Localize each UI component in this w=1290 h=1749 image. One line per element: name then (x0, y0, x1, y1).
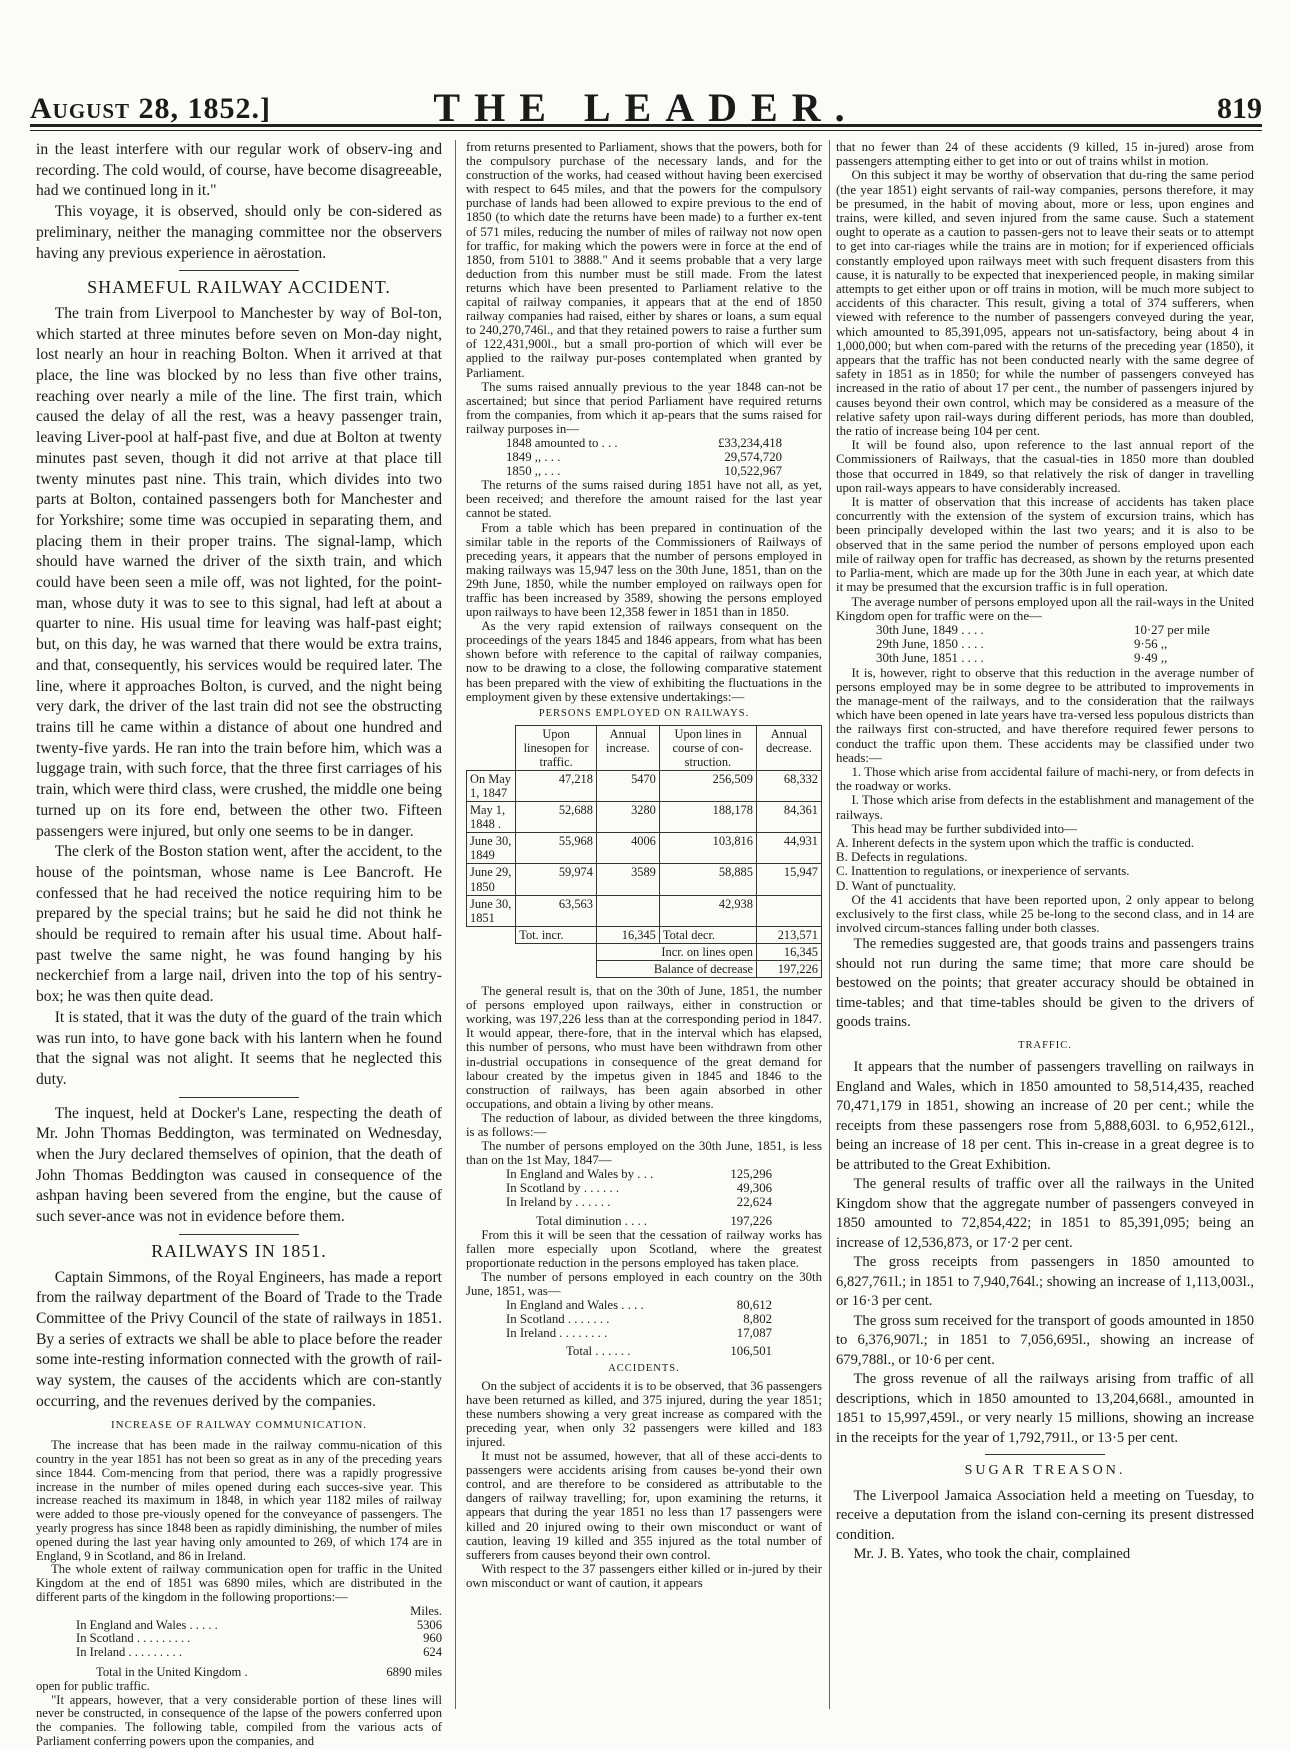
table-total-row: Tot. incr. 16,345 Total decr. 213,571 (467, 926, 822, 943)
paragraph: This voyage, it is observed, should only be con-sidered as preliminary, neither the managing committee nor the observers having any previous experience in aërostation. (36, 203, 442, 262)
paragraph: Of the 41 accidents that have been reported upon, 2 only appear to belong exclusively to the first class, while 25 be-long to the second class, and in 14 are involved circum-stances falling under both classes. (836, 892, 1254, 936)
paragraph: The average number of persons employed upon all the rail-ways in the United Kingdom open for traffic were on the— (836, 594, 1254, 623)
paragraph: It must not be assumed, however, that all of these acci-dents to passengers were accidents arising from causes be-yond their own control, and are therefore to be considered as attributable to the dangers of railway travelling; for, upon examining the returns, it appears that during the year 1851 no less than 17 passengers were killed and 20 injured owing to their own misconduct or want of caution, leaving 19 killed and 355 injured as the total number of sufferers from causes beyond their own control. (466, 1449, 822, 1562)
column-header: Annual decrease. (756, 725, 821, 770)
list-item: C. Inattention to regulations, or inexperience of servants. (836, 864, 1130, 879)
stat-row: 30th June, 1851 . . . . 9·49 ,, (876, 651, 1168, 666)
paragraph: It appears that the number of passengers travelling on railways in England and Wales, which in 1850 amounted to 58,514,435, reached 70,471,179 in 1851, showing an increase of 20 per cent.; while the receipts from these passengers rose from 5,888,603l. to 6,952,612l., being an increase of 18 per cent. This in-crease in a great degree is to be attributed to the Great Exhibition. (836, 1059, 1254, 1173)
paragraph: The remedies suggested are, that goods trains and passengers trains should not run during the same time; that more care should be bestowed on the points; that greater accuracy should be obtained in time-tables; and that time-tables should be given to the drivers of goods trains. (836, 936, 1254, 1031)
paragraph: On this subject it may be worthy of observation that du-ring the same period (the year 1851) eight servants of rail-way companies, persons therefore, it may be presumed, in the habit of moving about, more or less, upon engines and trains, were killed, and seven injured from the same cause. Such a statement ought to operate as a caution to passen-gers not to leave their seats or to attempt to get into car-riages while the trains are in motion; for if experienced officials constantly employed upon railways meet with such frequent disasters from this cause, it is naturally to be expected that inexperienced people, in making similar attempts to get either upon or off trains in motion, will be much more subject to accidents of this character. This result, giving a total of 374 sufferers, when viewed with reference to the number of passengers conveyed during the year, which amounted to 85,391,095, appears not un-satisfactory, being about 4 in 1,000,000; but when com-pared with the returns of the preceding year (1850), it appears that the traffic has not been conducted nearly with the same degree of safety in 1851 as in 1850; for while the number of passengers conveyed has increased in the ratio of about 17 per cent., the number of passengers injured by causes beyond their own control, which may be considered as a measure of the relative safety upon rail-ways during different periods, has more than doubled, the ratio of increase being 104 per cent. (836, 168, 1254, 439)
table-total-row: Incr. on lines open 16,345 (467, 943, 822, 960)
stat-row: In England and Wales by . . . 125,296 (506, 1167, 772, 1182)
table-total-row: Balance of decrease 197,226 (467, 960, 822, 977)
table-title: PERSONS EMPLOYED ON RAILWAYS. (538, 707, 750, 719)
page-number: 819 (1217, 92, 1262, 125)
stat-header: Miles. (410, 1603, 442, 1618)
column-header: Upon linesopen for traffic. (516, 725, 597, 770)
divider (179, 270, 299, 271)
list-item: This head may be further subdivided into— (851, 821, 1078, 836)
stat-row: In Ireland by . . . . . . 22,624 (506, 1195, 772, 1210)
stat-row: 30th June, 1849 . . . . 10·27 per mile (876, 622, 1210, 637)
column-header: Annual increase. (596, 725, 659, 770)
column-3 (836, 140, 1254, 1709)
masthead-rule (30, 124, 1262, 127)
stat-row: 1850 ,, . . . 10,522,967 (506, 464, 782, 479)
paragraph: The whole extent of railway communication open for traffic in the United Kingdom at the end of 1851 was 6890 miles, which are distributed in the different parts of the kingdom in the following proportions:— (36, 1562, 442, 1604)
paragraph: The returns of the sums raised during 1851 have not all, as yet, been received; and therefore the amount raised for the last year cannot be stated. (466, 478, 822, 521)
divider (985, 1454, 1105, 1455)
subheading: ACCIDENTS. (608, 1362, 680, 1374)
paragraph: from returns presented to Parliament, shows that the powers, both for the compulsory purchase of the necessary lands, and for the construction of the works, had ceased without having been exercised with respect to 645 miles, and that the powers for the compulsory purchase of lands had been allowed to expire previous to the end of 1850 (to which date the returns have been made) to a further ex-tent of 571 miles, reducing the number of miles of railway not now open for traffic, for making which the powers were in force at the end of 1850, from 5101 to 3888." And it seems probable that a very large deduction from this number must be still made. From the latest returns which have been presented to Parliament relative to the capital of railway companies, it appears that at the end of 1850 railway companies had raised, either by shares or loans, a sum equal to 240,270,746l., and that they retained powers to raise a further sum of 122,431,900l., but a small pro-portion of which will ever be applied to the railway pur-poses contemplated when granted by Parliament. (466, 140, 822, 380)
table-row: May 1, 1848 . 52,688 3280 188,178 84,361 (467, 802, 822, 833)
column-1 (36, 140, 442, 1748)
list-item: I. Those which arise from defects in the establishment and management of the railways. (836, 793, 1254, 822)
table-row: June 30, 1849 55,968 4006 103,816 44,931 (467, 833, 822, 864)
paragraph: The gross receipts from passengers in 1850 amounted to 6,827,761l.; in 1851 to 7,940,764l.; showing an increase of 1,113,003l., or 16·3 per cent. (836, 1254, 1254, 1310)
article-heading: SUGAR TREASON. (964, 1463, 1126, 1479)
paragraph: The gross sum received for the transport of goods amounted in 1850 to 6,376,907l.; in 1851 to 7,056,695l., showing an increase of 679,788l., or 10·6 per cent. (836, 1312, 1254, 1368)
list-item: A. Inherent defects in the system upon which the traffic is conducted. (836, 835, 1195, 850)
paragraph: It is stated, that it was the duty of the guard of the train which was run into, to have gone back with his lantern when he found that the signal was not alight. It seems that he neglected this duty. (36, 1008, 442, 1088)
column-divider (829, 140, 830, 1709)
paragraph: From this it will be seen that the cessation of railway works has fallen more especially upon Scotland, where the greatest proportionate reduction in the persons employed has taken place. (466, 1227, 822, 1270)
paragraph: Captain Simmons, of the Royal Engineers, has made a report from the railway department of the Board of Trade to the Trade Committee of the Privy Council of the state of railways in 1851. By a series of extracts we shall be able to place before the reader some inte-resting information connected with the growth of rail-way system, the causes of the accidents which are con-stantly occurring, and the revenues derived by the companies. (36, 1268, 442, 1410)
newspaper-title: THE LEADER. (433, 85, 859, 130)
stat-total: Total in the United Kingdom . 6890 miles (96, 1664, 442, 1679)
divider (179, 1234, 299, 1235)
stat-row: 1849 ,, . . . 29,574,720 (506, 450, 782, 465)
paragraph: The Liverpool Jamaica Association held a meeting on Tuesday, to receive a deputation from the island con-cerning its present distressed condition. (836, 1487, 1254, 1543)
column-2 (466, 140, 822, 1709)
paragraph: It will be found also, upon reference to the last annual report of the Commissioners of Railways, that the casual-ties in 1850 more than doubled those that occurred in 1849, so that relatively the risk of danger in travelling upon rail-ways appears to have considerably increased. (836, 438, 1254, 495)
table-row: June 29, 1850 59,974 3589 58,885 15,947 (467, 864, 822, 895)
stat-row: In Scotland by . . . . . . 49,306 (506, 1181, 772, 1196)
divider (179, 1097, 299, 1098)
article-heading: SHAMEFUL RAILWAY ACCIDENT. (87, 277, 391, 298)
persons-employed-table (466, 725, 822, 978)
paragraph: The sums raised annually previous to the year 1848 can-not be ascertained; but since that period Parliament have required returns from the companies, from which it ap-pears that the sums raised for railway purposes in— (466, 379, 822, 436)
paragraph: The general result is, that on the 30th of June, 1851, the number of persons employed upon railways, either in construction or working, was 197,226 less than at the corresponding period in 1847. It would appear, there-fore, that in the interval which has elapsed, this number of persons, who must have been withdrawn from other in-dustrial occupations in consequence of the great demand for labour created by the impetus given in 1845 and 1846 to the construction of railways, has been again absorbed in other occupations, and obtain a living by other means. (466, 984, 822, 1111)
paragraph: "It appears, however, that a very considerable portion of these lines will never be constructed, in consequence of the lapse of the powers conferred upon the companies. The following table, compiled from the various acts of Parliament conferring powers upon the companies, and (36, 1692, 442, 1748)
article-heading: RAILWAYS IN 1851. (151, 1240, 327, 1261)
paragraph: The gross revenue of all the railways arising from traffic of all descriptions, which in 1850 amounted to 13,204,668l., amounted in 1851 to 15,997,459l., or very nearly 15 millions, showing an increase in the receipts for the year of 1,792,791l., or 13·5 per cent. (836, 1371, 1254, 1446)
paragraph: The clerk of the Boston station went, after the accident, to the house of the pointsman, whose name is Lee Bancroft. He confessed that he had received the notice requiring him to be prepared by the special trains; but he said he did not think he should be required to remain after his usual time. About half-past twelve the same night, he was found hanging by his neckerchief from a large nail, driven into the top of his sentry-box; he was then quite dead. (36, 843, 442, 1006)
paragraph: The increase that has been made in the railway commu-nication of this country in the year 1851 has not been so great as in any of the preceding years since 1844. Com-mencing from that period, there was a rapidly progressive increase in the number of miles opened during each succes-sive year. This increase reached its maximum in 1848, in which year 1182 miles of railway were added to those pre-viously opened for the conveyance of passengers. The yearly progress has since 1848 been as rapidly diminishing, the number of miles opened during the last year having only amounted to 269, of which 174 are in England, 9 in Scotland, and 86 in Ireland. (36, 1438, 442, 1563)
paragraph: As the very rapid extension of railways consequent on the proceedings of the years 1845 and 1846 appears, from what has been shown before with reference to the capital of railway companies, now to be drawing to a close, the following comparative statement has been prepared with the view of exhibiting the fluctuations in the employment given by these extensive undertakings:— (466, 619, 822, 704)
paragraph: that no fewer than 24 of these accidents (9 killed, 15 in-jured) arose from passengers attempting either to get into or out of trains whilst in motion. (836, 140, 1254, 169)
table-row: On May 1, 1847 47,218 5470 256,509 68,332 (467, 770, 822, 801)
paragraph: The number of persons employed on the 30th June, 1851, is less than on the 1st May, 1847— (466, 1139, 822, 1168)
paragraph: Mr. J. B. Yates, who took the chair, complained (853, 1546, 1131, 1563)
masthead-rule-thin (30, 130, 1262, 131)
stat-total: Total . . . . . . 106,501 (566, 1344, 772, 1359)
paragraph: With respect to the 37 passengers either killed or in-jured by their own misconduct or want of caution, it appears (466, 1561, 822, 1590)
column-header: Upon lines in course of con-struction. (659, 725, 756, 770)
stat-total: Total diminution . . . . 197,226 (536, 1213, 772, 1228)
paragraph: The reduction of labour, as divided between the three kingdoms, is as follows:— (466, 1110, 822, 1139)
paragraph: From a table which has been prepared in continuation of the similar table in the reports of the Commissioners of Railways of preceding years, it appears that the number of persons employed in making railways was 15,947 less on the 30th June, 1851, than on the 29th June, 1850, while the number employed on railways open for traffic has been increased by 3589, showing the persons employed upon railways to have been 12,358 fewer in 1851 than in 1850. (466, 520, 822, 620)
paragraph: in the least interfere with our regular work of observ-ing and recording. The cold would, of course, have become disagreeable, had we continued long in it." (36, 141, 442, 200)
stat-row: In Scotland . . . . . . . 8,802 (506, 1312, 772, 1327)
paragraph: The train from Liverpool to Manchester by way of Bol-ton, which started at three minutes before seven on Mon-day night, lost nearly an hour in reaching Bolton. When it arrived at that place, the line was blocked by no less than five other trains, reaching over nearly a mile of the line. The first train, which caused the delay of all the rest, was a heavy passenger train, leaving Liver-pool at half-past five, and due at Bolton at twenty minutes past seven, though it did not arrive at that place till twenty minutes past nine. This train, which divides into two parts at Bolton, contained passengers both for Manchester and for Yorkshire; some time was occupied in separating them, and placing them in their proper trains. The signal-lamp, which should have warned the driver of the sixth train, and which could have been seen a mile off, was not lighted, for the point-man, whose duty it was to see to this signal, had left at about a quarter to nine. His usual time for leaving was half-past eight; but, on this day, he was warned that there would be extra trains, and that, consequently, his services would be required later. The line, where it approaches Bolton, is curved, and the night being very dark, the driver of the last train did not see the obstructing trains till he came within a distance of about one hundred and twenty-five yards. He ran into the train before him, which was a luggage train, with such force, that the three first carriages of his train, which were third class, were crushed, the middle one being turned up on its fore end, between the other two. Fifteen passengers were injured, but only one seems to be in danger. (36, 304, 442, 840)
paragraph: open for public traffic. (36, 1678, 150, 1693)
paragraph: It is matter of observation that this increase of accidents has taken place concurrently with the extension of the system of excursion trains, which has been principally developed within the last two years; and it is also to be observed that in the same period the number of persons employed upon each mile of railway open for traffic has decreased, as shown by the returns presented to Parlia-ment, which are made up for the 30th June in each year, at which date it may be presumed that the excursion traffic is in full operation. (836, 495, 1254, 595)
paragraph: The inquest, held at Docker's Lane, respecting the death of Mr. John Thomas Beddington, was terminated on Wednesday, when the Jury declared themselves of opinion, that the death of John Thomas Beddington was caused in consequence of the ashpan having been severed from the engine, but the cause of such sever-ance was not in evidence before them. (36, 1104, 442, 1226)
stat-row: In Ireland . . . . . . . . 17,087 (506, 1326, 772, 1341)
paragraph: On the subject of accidents it is to be observed, that 36 passengers have been returned as killed, and 375 injured, during the year 1851; these numbers showing a very great increase as compared with the preceding year, when only 32 passengers were killed and 183 injured. (466, 1378, 822, 1449)
list-item: D. Want of punctuality. (836, 878, 956, 893)
stat-row: 29th June, 1850 . . . . 9·56 ,, (876, 637, 1168, 652)
column-divider (455, 140, 456, 1709)
masthead (30, 70, 1262, 130)
subheading: INCREASE OF RAILWAY COMMUNICATION. (110, 1419, 368, 1432)
subheading: TRAFFIC. (1018, 1039, 1072, 1051)
stat-row: In Ireland . . . . . . . . . 624 (76, 1645, 442, 1660)
paragraph: It is, however, right to observe that this reduction in the average number of persons employed may be in some degree to be attributed to improvements in the manage-ment of the railways, and to the consideration that the railways which have been opened in late years have tra-versed less populous districts than the railways first con-structed, and have therefore required fewer persons to conduct the traffic upon them. These accidents may be classified under two heads:— (836, 665, 1254, 765)
issue-date: August 28, 1852.] (30, 92, 272, 125)
paragraph: The number of persons employed in each country on the 30th June, 1851, was— (466, 1269, 822, 1299)
stat-row: In England and Wales . . . . . 5306 (76, 1617, 442, 1632)
list-item: B. Defects in regulations. (836, 850, 968, 865)
stat-row: 1848 amounted to . . . £33,234,418 (506, 435, 782, 450)
stat-row: In Scotland . . . . . . . . . 960 (76, 1631, 442, 1646)
stat-row: In England and Wales . . . . 80,612 (506, 1298, 772, 1313)
paragraph: The general results of traffic over all the railways in the United Kingdom show that the aggregate number of passengers conveyed in 1850 amounted to 72,854,422; in 1851 to 85,391,095; being an increase of 12,536,873, or 17·2 per cent. (836, 1176, 1254, 1251)
list-item: 1. Those which arise from accidental failure of machi-nery, or from defects in the roadway or works. (836, 764, 1254, 794)
table-row: June 30, 1851 63,563 42,938 (467, 895, 822, 926)
